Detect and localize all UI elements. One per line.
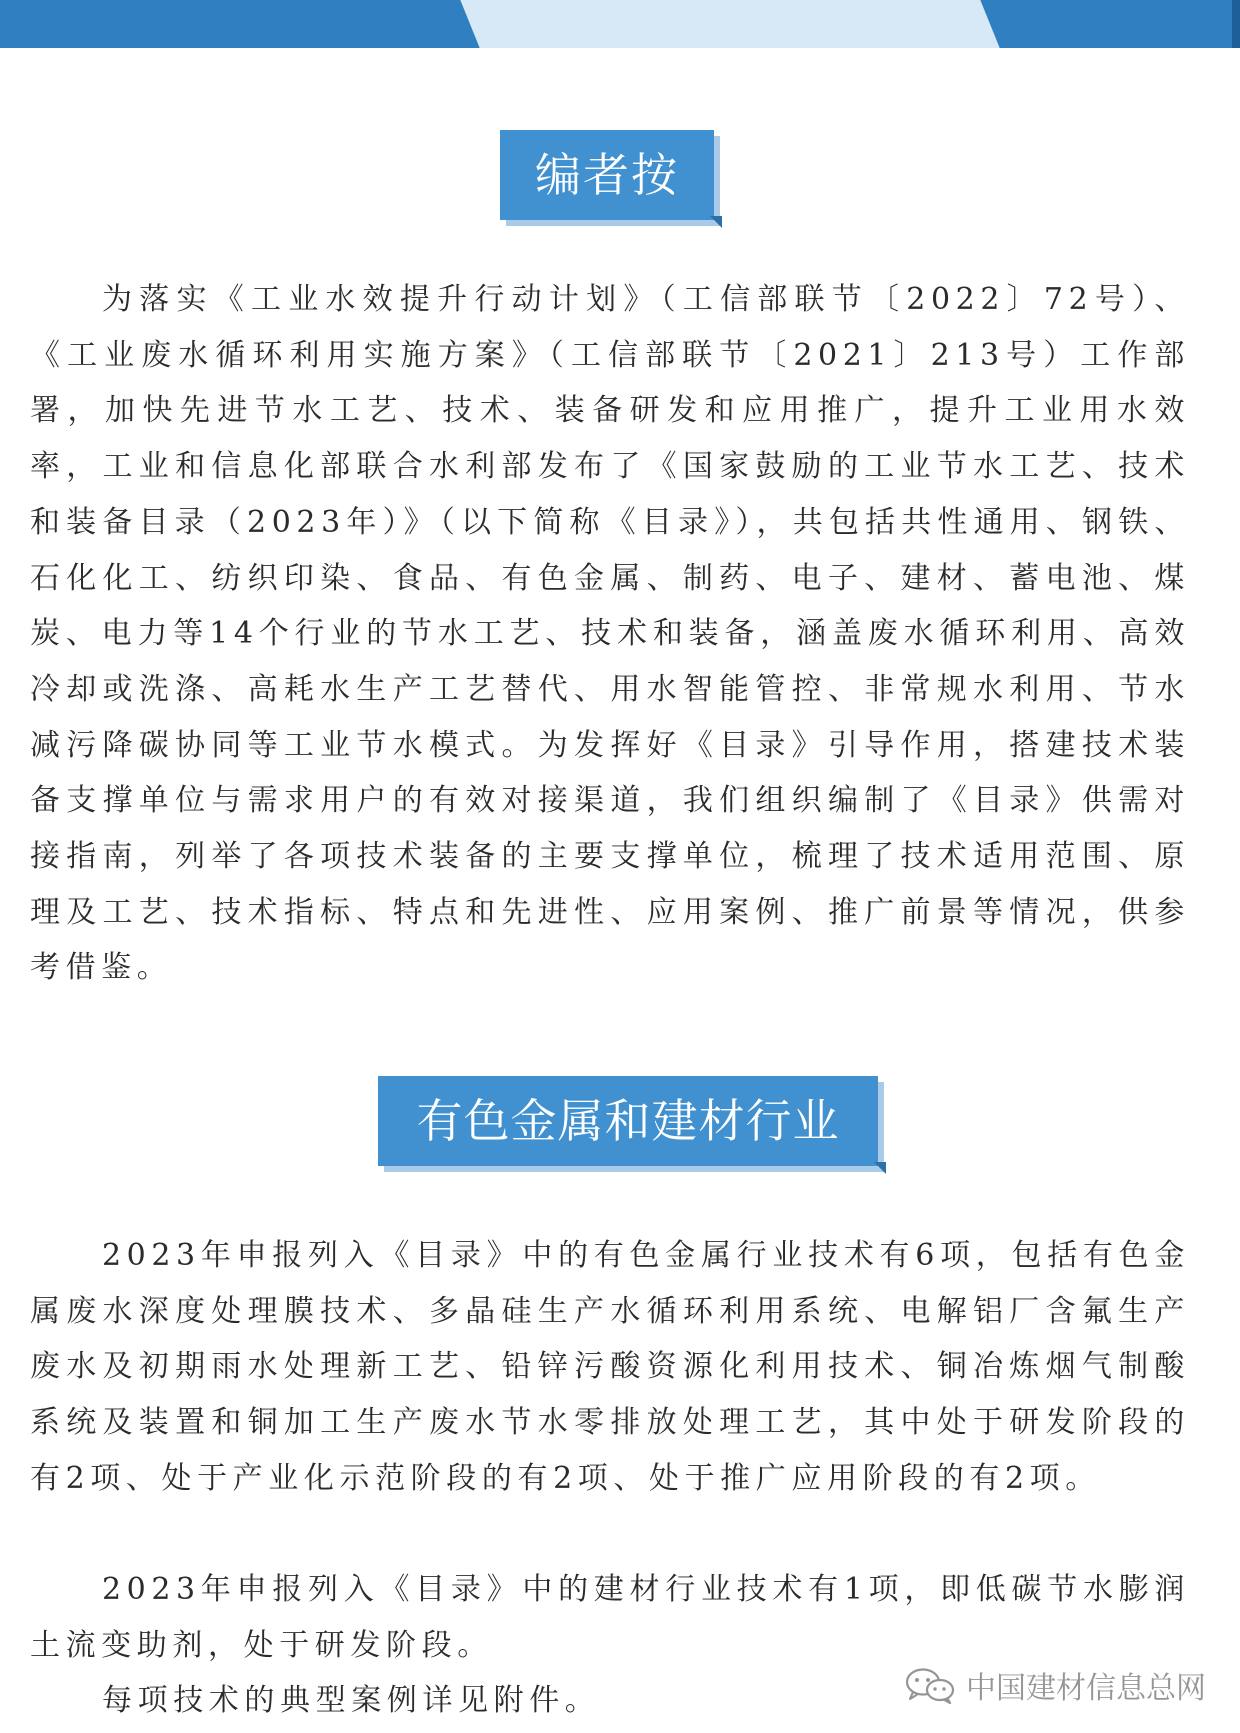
watermark-text: 中国建材信息总网 <box>966 1671 1206 1706</box>
industry-section-title-text: 有色金属和建材行业 <box>416 1094 840 1148</box>
watermark <box>904 1663 1206 1707</box>
title-corner-decoration <box>874 1162 886 1174</box>
appendix-note-paragraph: 每项技术的典型案例详见附件。 <box>102 1683 601 1718</box>
industry-section-title <box>378 1076 878 1166</box>
editor-note-title <box>500 130 714 220</box>
intro-paragraph: 为落实《工业水效提升行动计划》（工信部联节〔2022〕72号）、《工业废水循环利用实施方案》（工信部联节〔2021〕213号）工作部署，加快先进节水工艺、技术、装备研发和应用推广，提升工业用水效率，工业和信息化部联合水利部发布了《国家鼓励的工业节水工艺、技术和装备目录（2023年）》（以下简称《目录》），共包括共性通用、钢铁、石化化工、纺织印染、食品、有色金属、制药、电子、建材、蓄电池、煤炭、电力等14个行业的节水工艺、技术和装备，涵盖废水循环利用、高效冷却或洗涤、高耗水生产工艺替代、用水智能管控、非常规水利用、节水减污降碳协同等工业节水模式。为发挥好《目录》引导作用，搭建技术装备支撑单位与需求用户的有效对接渠道，我们组织编制了《目录》供需对接指南，列举了各项技术装备的主要支撑单位，梳理了技术适用范围、原理及工艺、技术指标、特点和先进性、应用案例、推广前景等情况，供参考借鉴。 <box>30 282 1190 986</box>
banner-edge <box>1232 0 1240 48</box>
banner-light-band <box>459 0 1000 48</box>
wechat-icon <box>904 1666 956 1704</box>
building-materials-paragraph: 2023年申报列入《目录》中的建材行业技术有1项，即低碳节水膨润土流变助剂，处于研发阶段。 <box>30 1572 1190 1663</box>
title-corner-decoration <box>710 216 722 228</box>
editor-note-title-text: 编者按 <box>535 148 679 202</box>
top-banner <box>0 0 1240 48</box>
nonferrous-paragraph: 2023年申报列入《目录》中的有色金属行业技术有6项，包括有色金属废水深度处理膜技术、多晶硅生产水循环利用系统、电解铝厂含氟生产废水及初期雨水处理新工艺、铅锌污酸资源化利用技术、铜冶炼烟气制酸系统及装置和铜加工生产废水节水零排放处理工艺，其中处于研发阶段的有2项、处于产业化示范阶段的有2项、处于推广应用阶段的有2项。 <box>30 1238 1190 1496</box>
